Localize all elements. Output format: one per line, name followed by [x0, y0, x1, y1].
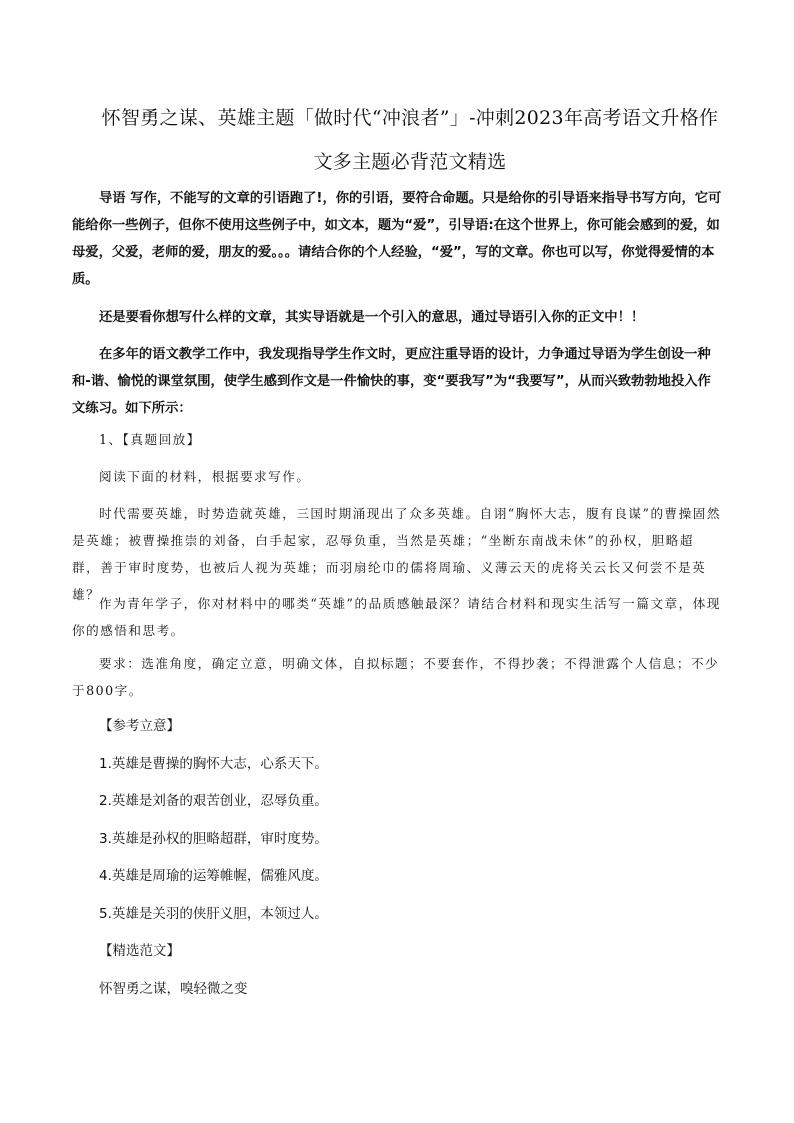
essay-title: 怀智勇之谋，嗅轻微之变 — [99, 981, 248, 997]
reference-item-1: 1.英雄是曹操的胸怀大志，心系天下。 — [99, 756, 328, 772]
reference-item-4: 4.英雄是周瑜的运筹帷幄，儒雅风度。 — [99, 868, 328, 884]
intro-paragraph-1: 导语 写作，不能写的文章的引语跑了!，你的引语，要符合命题。只是给你的引导语来指导书写方向，它可能给你一些例子，但你不使用这些例子中，如文本，题为“爱”，引导语:在这个世界上，你可能会感到的爱，如母爱，父爱，老师的爱，朋友的爱。。。请结合你的个人经验，“爱”，写的文章。你也可以写，你觉得爱情的本质。 — [72, 191, 722, 287]
reference-item-3: 3.英雄是孙权的胆略超群，审时度势。 — [99, 831, 328, 847]
document-title-line-1: 怀智勇之谋、英雄主题「做时代“冲浪者”」-冲刺2023年高考语文升格作 — [101, 107, 719, 129]
question-requirements: 要求：选准角度，确定立意，明确文体，自拟标题；不要套作，不得抄袭；不得泄露个人信息；不少于800字。 — [72, 656, 720, 698]
intro-paragraph-2: 还是要看你想写什么样的文章，其实导语就是一个引入的意思，通过导语引入你的正文中！！ — [99, 310, 645, 325]
question-material: 时代需要英雄，时势造就英雄，三国时期涌现出了众多英雄。自诩“胸怀大志，腹有良谋”的曹操固然是英雄；被曹操推崇的刘备，白手起家，忍辱负重，当然是英雄；“坐断东南战未休”的孙权，胆略超群，善于审时度势，也被后人视为英雄；而羽扇纶巾的儒将周瑜、义薄云天的虎将关云长又何尝不是英雄？ — [72, 506, 721, 602]
reference-item-5: 5.英雄是关羽的侠肝义胆，本领过人。 — [99, 906, 328, 922]
essay-heading: 【精选范文】 — [99, 943, 180, 959]
reference-item-2: 2.英雄是刘备的艰苦创业，忍辱负重。 — [99, 793, 328, 809]
question-heading: 1、【真题回放】 — [99, 432, 201, 447]
reference-heading: 【参考立意】 — [99, 718, 180, 734]
question-task: 作为青年学子，你对材料中的哪类“英雄”的品质感触最深？请结合材料和现实生活写一篇文章，体现你的感悟和思考。 — [72, 596, 721, 638]
document-title-line-2: 文多主题必背范文精选 — [313, 151, 507, 173]
intro-paragraph-3: 在多年的语文教学工作中，我发现指导学生作文时，更应注重导语的设计，力争通过导语为学生创设一种和-谐、愉悦的课堂氛围，使学生感到作文是一件愉快的事，变“要我写”为“我要写”，从而兴致勃勃地投入作文练习。如下所示： — [72, 347, 711, 416]
question-instruction: 阅读下面的材料，根据要求写作。 — [99, 469, 311, 484]
